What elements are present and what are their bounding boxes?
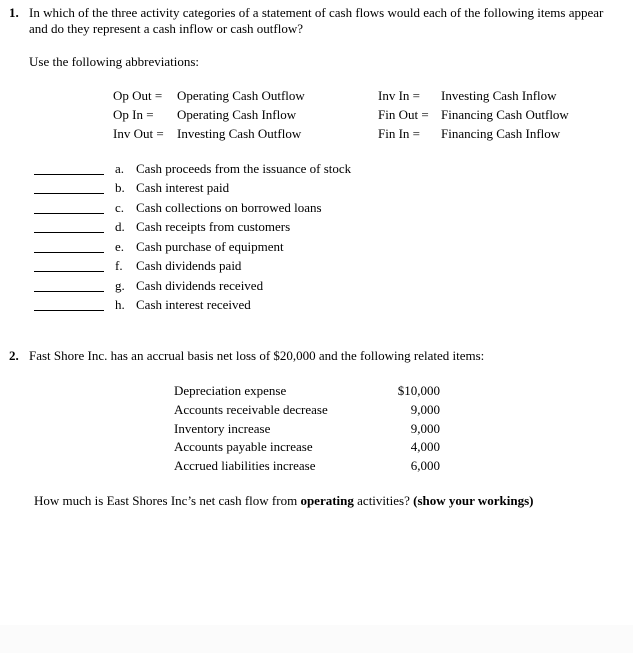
question-middle: activities? (353, 493, 414, 508)
list-item (34, 297, 394, 315)
list-item (34, 161, 394, 179)
question-2-text: Fast Shore Inc. has an accrual basis net loss of $20,000 and the following related items: (29, 348, 485, 363)
question-instruction: (show your workings) (413, 493, 534, 508)
item-text: Cash dividends received (136, 278, 264, 293)
item-letter: d. (115, 219, 125, 234)
table-row (174, 439, 440, 457)
table-row (174, 402, 440, 420)
question-prefix: How much is East Shores Inc’s net cash flow from (34, 493, 301, 508)
item-value: $10,000 (397, 383, 440, 398)
item-text: Cash receipts from customers (136, 219, 291, 234)
question-1-number: 1. (9, 5, 19, 20)
list-item (34, 258, 394, 276)
abbr-inv-in-meaning: Investing Cash Inflow (441, 88, 557, 103)
list-item (34, 239, 394, 257)
item-label: Accrued liabilities increase (174, 458, 316, 473)
page-footer-band (0, 625, 633, 653)
item-text: Cash purchase of equipment (136, 239, 284, 254)
item-letter: a. (115, 161, 125, 176)
item-label: Inventory increase (174, 421, 271, 436)
item-text: Cash proceeds from the issuance of stock (136, 161, 352, 176)
table-row (174, 458, 440, 476)
table-row (174, 383, 440, 401)
item-label: Depreciation expense (174, 383, 287, 398)
answer-blank-f[interactable] (34, 271, 104, 272)
item-letter: e. (115, 239, 125, 254)
list-item (34, 219, 394, 237)
item-letter: f. (115, 258, 123, 273)
abbr-op-in-meaning: Operating Cash Inflow (177, 107, 297, 122)
abbr-fin-in-meaning: Financing Cash Inflow (441, 126, 561, 141)
question-emphasis: operating (300, 493, 354, 508)
abbr-op-in: Op In = (113, 107, 154, 122)
item-value: 9,000 (410, 421, 440, 436)
item-letter: h. (115, 297, 125, 312)
abbr-op-out-meaning: Operating Cash Outflow (177, 88, 305, 103)
item-text: Cash collections on borrowed loans (136, 200, 322, 215)
list-item (34, 200, 394, 218)
answer-blank-e[interactable] (34, 252, 104, 253)
answer-blank-d[interactable] (34, 232, 104, 233)
answer-blank-a[interactable] (34, 174, 104, 175)
item-value: 6,000 (410, 458, 440, 473)
item-text: Cash interest received (136, 297, 251, 312)
answer-blank-b[interactable] (34, 193, 104, 194)
item-letter: g. (115, 278, 125, 293)
item-value: 9,000 (410, 402, 440, 417)
item-text: Cash interest paid (136, 180, 230, 195)
abbr-fin-out-meaning: Financing Cash Outflow (441, 107, 569, 122)
question-2-number: 2. (9, 348, 19, 363)
abbr-inv-out-meaning: Investing Cash Outflow (177, 126, 302, 141)
operating-cash-flow-question (34, 493, 534, 509)
abbr-fin-out: Fin Out = (378, 107, 429, 122)
item-letter: c. (115, 200, 125, 215)
answer-blank-h[interactable] (34, 310, 104, 311)
answer-blank-c[interactable] (34, 213, 104, 214)
abbr-inv-in: Inv In = (378, 88, 420, 103)
item-letter: b. (115, 180, 125, 195)
abbr-fin-in: Fin In = (378, 126, 421, 141)
item-label: Accounts payable increase (174, 439, 313, 454)
answer-blank-g[interactable] (34, 291, 104, 292)
table-row (174, 421, 440, 439)
list-item (34, 278, 394, 296)
item-label: Accounts receivable decrease (174, 402, 328, 417)
abbr-inv-out: Inv Out = (113, 126, 164, 141)
item-value: 4,000 (410, 439, 440, 454)
item-text: Cash dividends paid (136, 258, 242, 273)
list-item (34, 180, 394, 198)
question-1-text: In which of the three activity categories of a statement of cash flows would each of the following items appear and do they represent a cash inflow or cash outflow? (29, 5, 604, 36)
abbreviations-intro: Use the following abbreviations: (29, 54, 200, 69)
abbr-op-out: Op Out = (113, 88, 163, 103)
